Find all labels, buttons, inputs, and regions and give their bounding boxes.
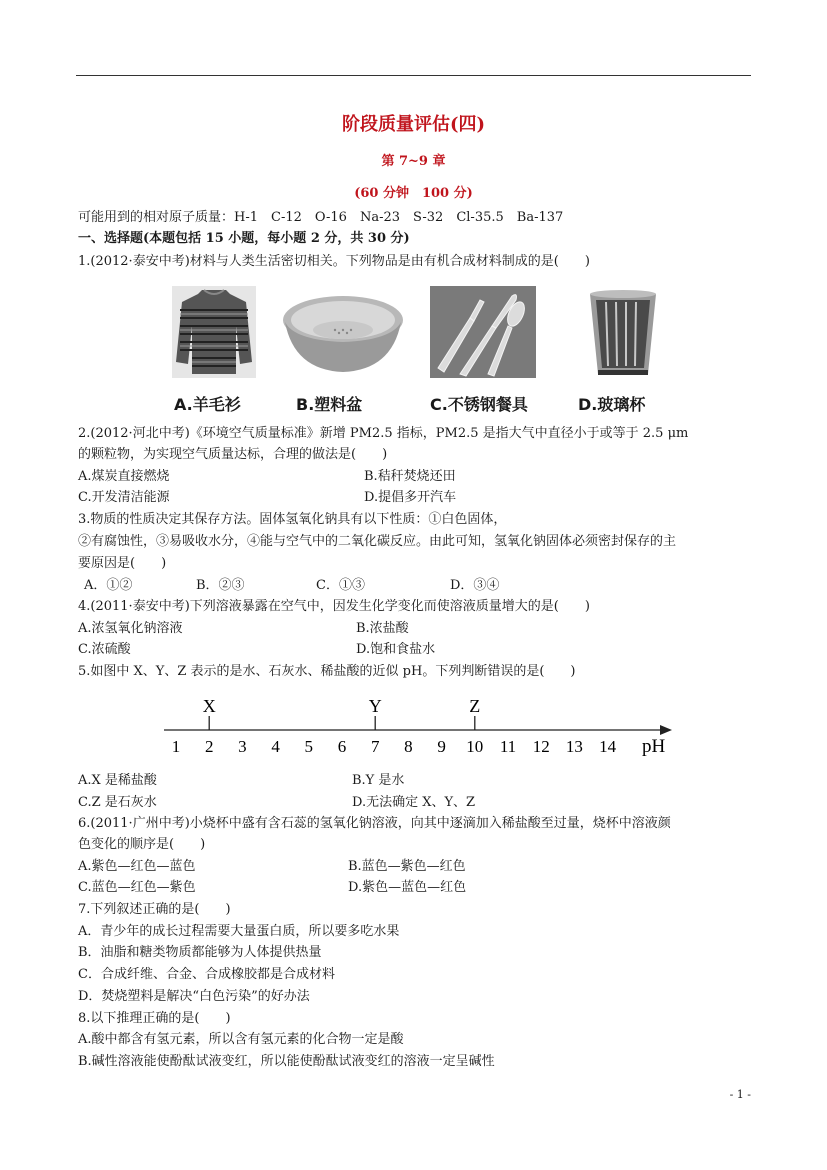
ph-tick-label: 2	[204, 737, 214, 756]
q7-option-b: B．油脂和糖类物质都能够为人体提供热量	[78, 945, 322, 960]
ph-marker-label: Z	[469, 696, 481, 716]
ph-tick-label: 1	[171, 737, 181, 756]
ph-unit-label: pH	[642, 736, 666, 757]
glass-cup-image	[586, 286, 660, 378]
q3-option-a: A．①②	[84, 578, 133, 593]
ph-marker-label: Y	[368, 696, 382, 716]
ph-tick-label: 12	[532, 737, 550, 756]
q8-option-b: B.碱性溶液能使酚酞试液变红，所以能使酚酞试液变红的溶液一定呈碱性	[78, 1054, 495, 1069]
q4-option-a: A.浓氢氧化钠溶液	[78, 621, 183, 636]
time-score: (60 分钟 100 分)	[354, 186, 473, 201]
ph-tick-label: 6	[337, 737, 347, 756]
cutlery-image	[430, 286, 536, 378]
section-heading: 一、选择题(本题包括 15 小题，每小题 2 分，共 30 分)	[78, 231, 410, 246]
q3-stem-line3: 要原因是( )	[78, 556, 167, 571]
q5-option-a: A.X 是稀盐酸	[78, 773, 157, 788]
q4-option-b: B.浓盐酸	[356, 621, 409, 636]
ph-tick-label: 8	[404, 737, 413, 756]
q6-option-b: B.蓝色—紫色—红色	[348, 859, 466, 874]
ph-tick-label: 14	[599, 737, 617, 756]
atomic-masses: 可能用到的相对原子质量：H-1 C-12 O-16 Na-23 S-32 Cl-35.5 Ba-137	[78, 210, 564, 225]
q8-stem: 8.以下推理正确的是( )	[78, 1011, 231, 1026]
q7-option-c: C．合成纤维、合金、合成橡胶都是合成材料	[78, 967, 335, 982]
q4-option-c: C.浓硫酸	[78, 642, 131, 657]
q4-option-d: D.饱和食盐水	[356, 642, 436, 657]
ph-tick-label: 13	[565, 737, 583, 756]
q1-caption-d: D.玻璃杯	[578, 395, 646, 414]
q1-stem: 1.(2012·泰安中考)材料与人类生活密切相关。下列物品是由有机合成材料制成的是( )	[78, 254, 590, 269]
page-title: 阶段质量评估(四)	[341, 114, 486, 135]
q2-option-a: A.煤炭直接燃烧	[78, 469, 170, 484]
sweater-image	[172, 286, 256, 378]
ph-scale	[150, 692, 680, 762]
q2-option-b: B.秸秆焚烧还田	[364, 469, 456, 484]
q7-option-a: A．青少年的成长过程需要大量蛋白质，所以要多吃水果	[78, 924, 400, 939]
header-rule	[76, 75, 751, 76]
q6-stem-line2: 色变化的顺序是( )	[78, 837, 206, 852]
q8-option-a: A.酸中都含有氢元素，所以含有氢元素的化合物一定是酸	[78, 1032, 404, 1047]
ph-tick-label: 10	[466, 737, 484, 756]
q3-stem-line2: ②有腐蚀性，③易吸收水分，④能与空气中的二氧化碳反应。由此可知，氢氧化钠固体必须密封保存的主	[78, 534, 677, 549]
q5-stem: 5.如图中 X、Y、Z 表示的是水、石灰水、稀盐酸的近似 pH。下列判断错误的是( )	[78, 664, 576, 679]
q2-stem-line2: 的颗粒物，为实现空气质量达标，合理的做法是( )	[78, 447, 388, 462]
ph-tick-label: 4	[271, 737, 280, 756]
q2-option-d: D.提倡多开汽车	[364, 490, 457, 505]
q6-option-c: C.蓝色—红色—紫色	[78, 880, 196, 895]
ph-tick-label: 5	[304, 737, 314, 756]
chapter-range: 第 7~9 章	[381, 154, 446, 169]
ph-tick-label: 3	[238, 737, 247, 756]
q6-option-d: D.紫色—蓝色—红色	[348, 880, 467, 895]
q2-option-c: C.开发清洁能源	[78, 490, 170, 505]
q5-option-d: D.无法确定 X、Y、Z	[352, 795, 476, 810]
q5-option-b: B.Y 是水	[352, 773, 405, 788]
q6-option-a: A.紫色—红色—蓝色	[78, 859, 196, 874]
q3-option-d: D．③④	[450, 578, 500, 593]
ph-marker-label: X	[202, 696, 216, 716]
q3-option-b: B．②③	[196, 578, 245, 593]
q4-stem: 4.(2011·泰安中考)下列溶液暴露在空气中，因发生化学变化而使溶液质量增大的是( )	[78, 599, 590, 614]
q3-option-c: C．①③	[316, 578, 365, 593]
ph-tick-label: 7	[370, 737, 380, 756]
basin-image	[280, 286, 406, 378]
q3-stem-line1: 3.物质的性质决定其保存方法。固体氢氧化钠具有以下性质：①白色固体，	[78, 512, 507, 527]
q2-stem-line1: 2.(2012·河北中考)《环境空气质量标准》新增 PM2.5 指标，PM2.5 是指大气中直径小于或等于 2.5 μm	[78, 426, 689, 441]
ph-tick-label: 9	[437, 737, 446, 756]
q7-option-d: D．焚烧塑料是解决“白色污染”的好办法	[78, 989, 310, 1004]
q1-caption-c: C.不锈钢餐具	[430, 395, 528, 414]
q1-caption-a: A.羊毛衫	[174, 395, 241, 414]
ph-tick-label: 11	[499, 737, 517, 756]
q7-stem: 7.下列叙述正确的是( )	[78, 902, 231, 917]
q6-stem-line1: 6.(2011·广州中考)小烧杯中盛有含石蕊的氢氧化钠溶液，向其中逐滴加入稀盐酸至过量，烧杯中溶液颜	[78, 816, 671, 831]
page-number: - 1 -	[729, 1088, 751, 1101]
q1-caption-b: B.塑料盆	[296, 395, 363, 414]
q5-option-c: C.Z 是石灰水	[78, 795, 157, 810]
